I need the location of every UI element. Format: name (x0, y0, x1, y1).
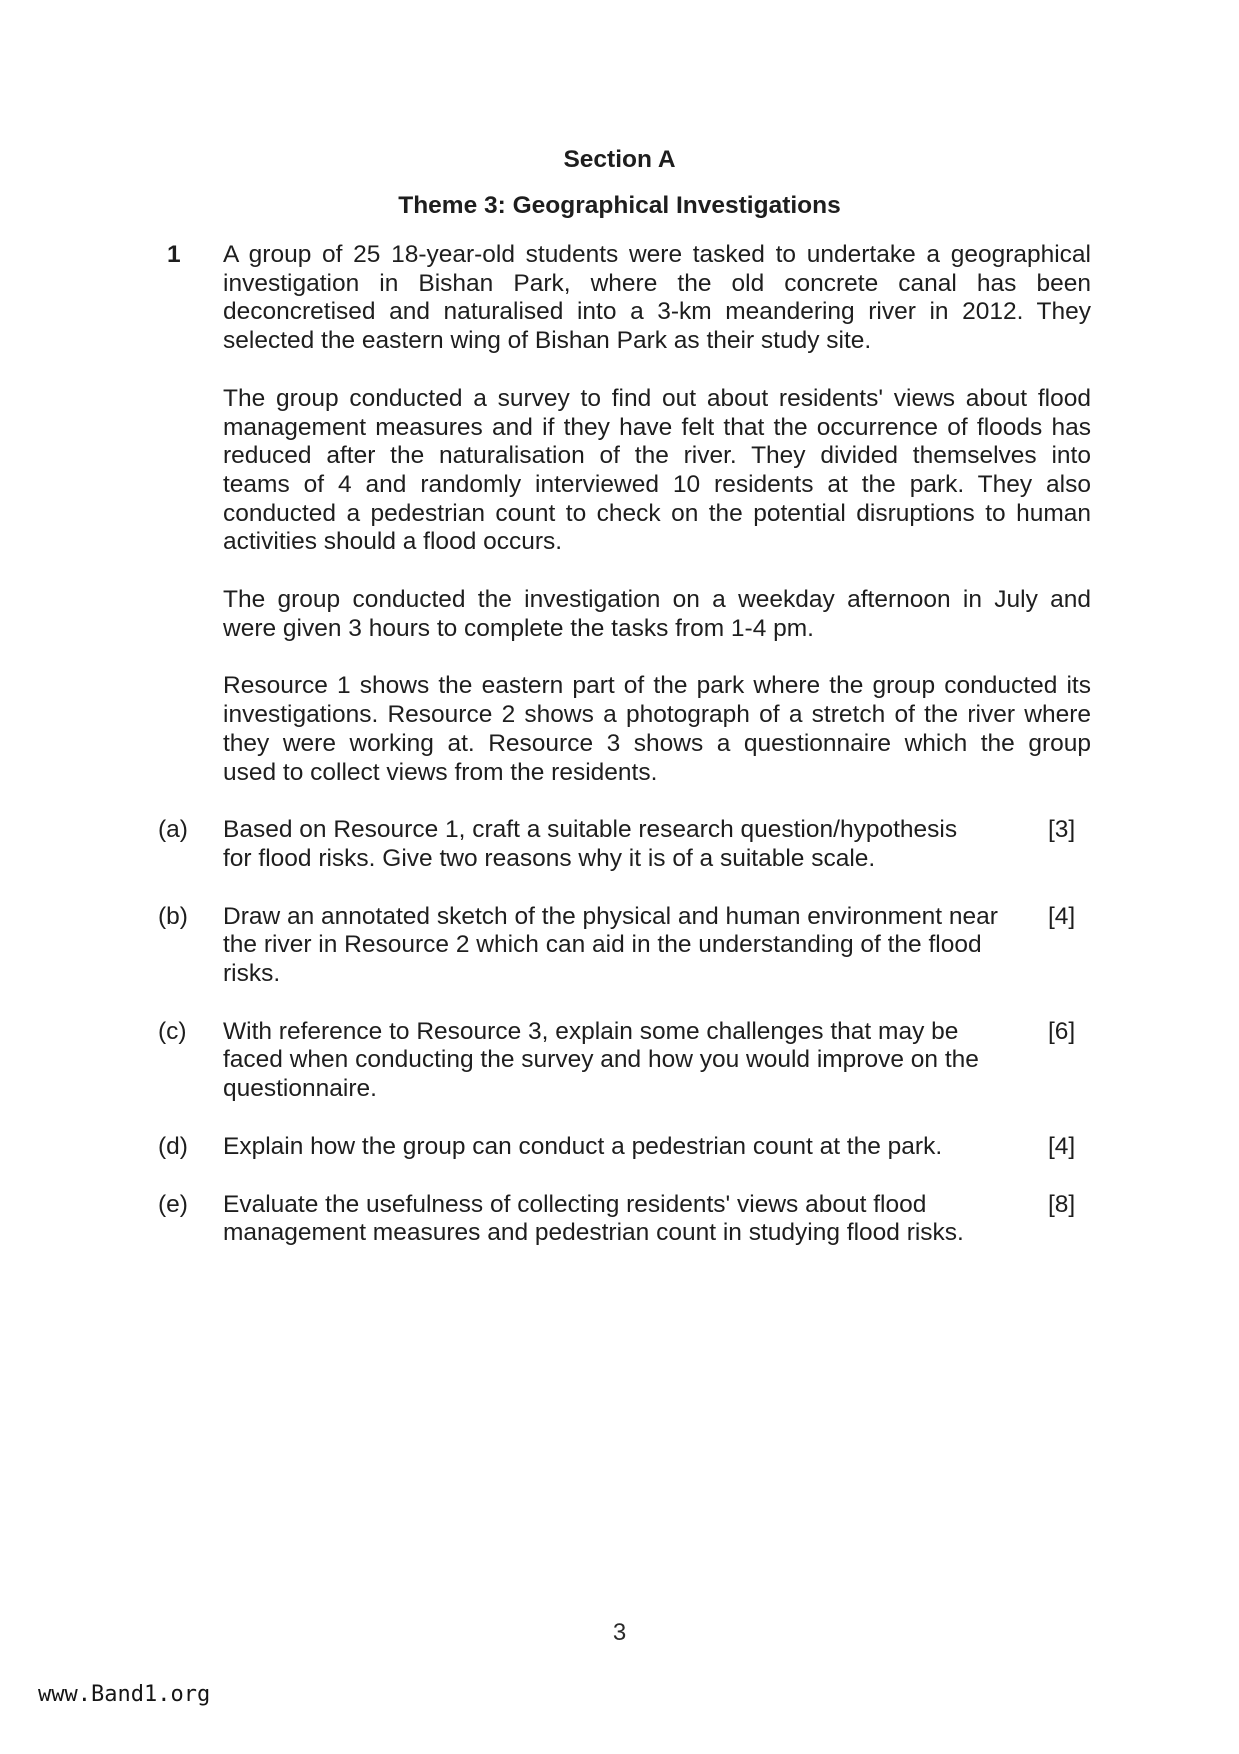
text-line: used to collect views from the residents. (223, 758, 658, 786)
subquestion-a (158, 816, 1239, 873)
text-line: activities should a flood occurs. (223, 528, 563, 556)
marks-badge: [6] (1048, 1017, 1076, 1045)
marks-badge: [4] (1048, 1132, 1076, 1160)
subquestion-d (158, 1133, 1239, 1162)
text-line: risks. (223, 960, 281, 988)
subquestion-text (223, 1133, 1048, 1162)
text-line: deconcretised and naturalised into a 3-km meandering river in 2012. They (223, 298, 1091, 326)
text-line: Based on Resource 1, craft a suitable research question/hypothesis (223, 816, 958, 844)
text-line: The group conducted the investigation on a weekday afternoon in July and (223, 586, 1091, 614)
text-line: teams of 4 and randomly interviewed 10 residents at the park. They also (223, 470, 1091, 498)
text-line: management measures and pedestrian count in studying flood risks. (223, 1219, 964, 1247)
text-line: management measures and if they have felt that the occurrence of floods has (223, 413, 1091, 441)
text-line: investigation in Bishan Park, where the old concrete canal has been (223, 269, 1091, 297)
text-line: A group of 25 18-year-old students were tasked to undertake a geographical (223, 241, 1091, 268)
marks-badge: [4] (1048, 902, 1076, 930)
section-heading: Section A (563, 146, 676, 173)
page-content (0, 145, 1239, 1277)
text-line: were given 3 hours to complete the tasks from 1-4 pm. (223, 614, 814, 642)
watermark-url: www.Band1.org (38, 1682, 211, 1707)
subquestion-label: (e) (158, 1190, 188, 1218)
page-number: 3 (612, 1619, 627, 1646)
question-1 (158, 241, 1239, 816)
subquestion-b (158, 903, 1239, 989)
text-line: the river in Resource 2 which can aid in the understanding of the flood (223, 931, 982, 959)
text-line: Resource 1 shows the eastern part of the park where the group conducted its (223, 672, 1091, 700)
marks-badge: [3] (1048, 816, 1076, 844)
marks-badge: [8] (1048, 1190, 1076, 1218)
question-paragraph-3 (223, 586, 1091, 643)
text-line: Explain how the group can conduct a pedestrian count at the park. (223, 1132, 943, 1160)
subquestion-text (223, 816, 1048, 873)
subquestion-e (158, 1191, 1239, 1248)
subquestion-label: (d) (158, 1132, 188, 1160)
question-body (223, 241, 1091, 816)
text-line: Draw an annotated sketch of the physical and human environment near (223, 902, 998, 930)
question-paragraph-4 (223, 672, 1091, 787)
subquestion-text (223, 903, 1048, 989)
theme-heading: Theme 3: Geographical Investigations (398, 192, 841, 219)
question-paragraph-1 (223, 241, 1091, 356)
subquestion-text (223, 1018, 1048, 1104)
text-line: conducted a pedestrian count to check on the potential disruptions to human (223, 499, 1091, 527)
text-line: selected the eastern wing of Bishan Park as their study site. (223, 327, 872, 355)
subquestion-label: (c) (158, 1017, 187, 1045)
text-line: faced when conducting the survey and how you would improve on the (223, 1046, 979, 1074)
text-line: The group conducted a survey to find out about residents' views about flood (223, 384, 1091, 412)
text-line: for flood risks. Give two reasons why it is of a suitable scale. (223, 844, 876, 872)
subquestion-c (158, 1018, 1239, 1104)
text-line: investigations. Resource 2 shows a photograph of a stretch of the river where (223, 701, 1091, 729)
text-line: Evaluate the usefulness of collecting residents' views about flood (223, 1190, 927, 1218)
text-line: questionnaire. (223, 1075, 377, 1103)
text-line: reduced after the naturalisation of the river. They divided themselves into (223, 442, 1091, 470)
subquestion-text (223, 1191, 1048, 1248)
question-number: 1 (167, 241, 181, 268)
subquestion-label: (a) (158, 816, 188, 844)
text-line: With reference to Resource 3, explain some challenges that may be (223, 1017, 959, 1045)
question-paragraph-2 (223, 385, 1091, 557)
text-line: they were working at. Resource 3 shows a questionnaire which the group (223, 729, 1091, 757)
subquestion-label: (b) (158, 902, 188, 930)
